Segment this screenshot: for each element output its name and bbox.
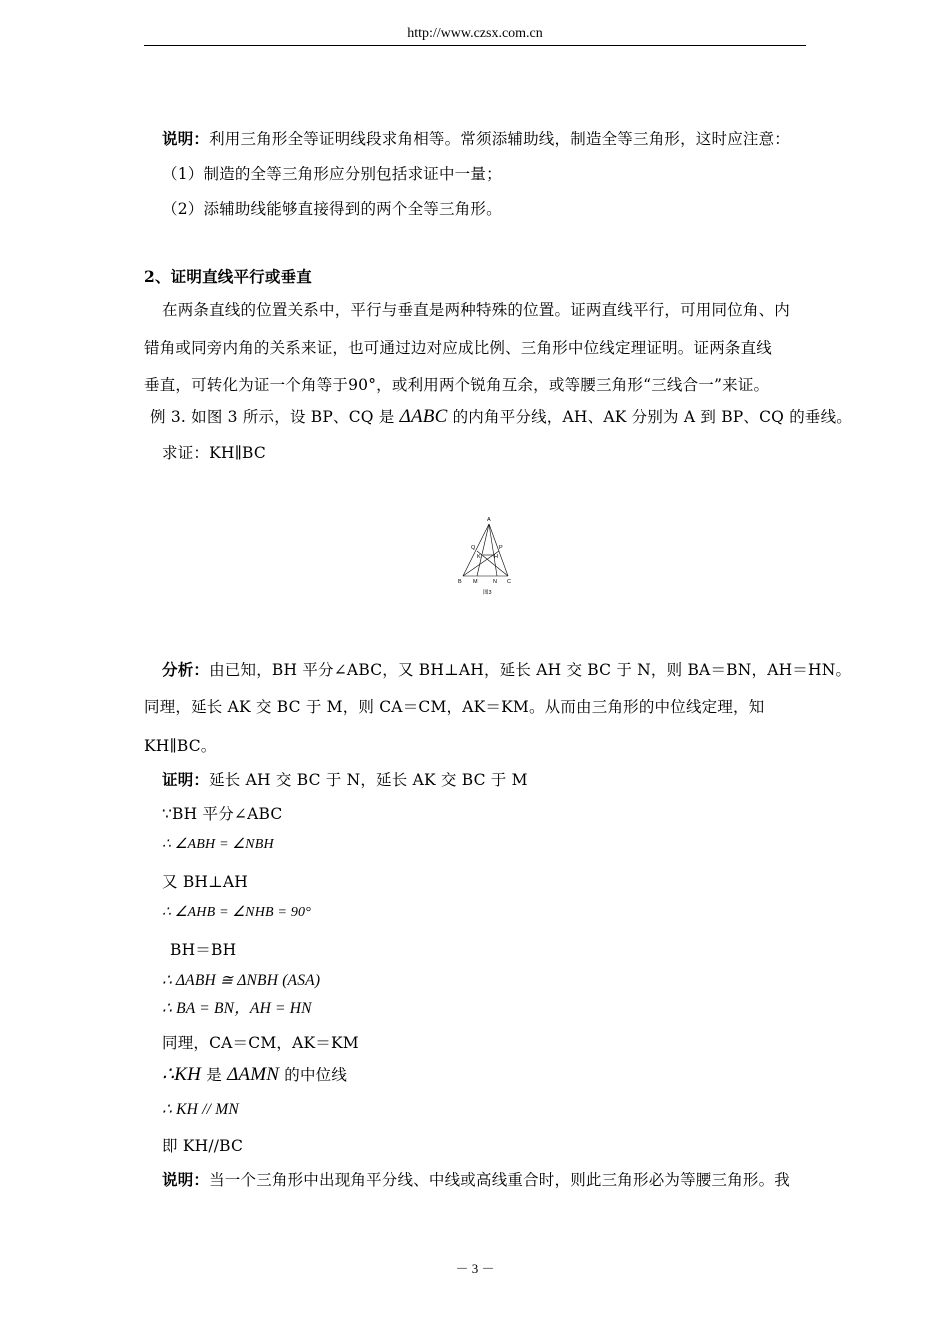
example3-statement [150, 405, 852, 428]
label-c: C [507, 579, 511, 585]
label-q: Q [471, 545, 476, 551]
section-paragraph-line2: 错角或同旁内角的关系来证，也可通过边对应成比例、三角形中位线定理证明。证两条直线 [144, 339, 773, 357]
proof-step-8: 同理，CA＝CM，AK＝KM [162, 1034, 359, 1052]
analysis-line1 [162, 658, 851, 680]
proof-step-4: ∴ ∠AHB = ∠NHB = 90° [162, 905, 312, 920]
line-an [489, 524, 497, 576]
analysis-line2: 同理，延长 AK 交 BC 于 M，则 CA＝CM，AK＝KM。从而由三角形的中位线定理，知 [144, 698, 765, 716]
proof-step-6: ∴ ΔABH ≅ ΔNBH (ASA) [162, 972, 321, 989]
example3-suffix: 的内角平分线，AH、AK 分别为 A 到 BP、CQ 的垂线。 [447, 408, 853, 426]
proof-step-9-kh: ∴KH [162, 1064, 202, 1085]
note1-label: 说明： [162, 129, 210, 148]
note2-text: 当一个三角形中出现角平分线、中线或高线重合时，则此三角形必为等腰三角形。我 [209, 1171, 791, 1189]
figure-caption: 图3 [483, 590, 492, 596]
label-m: M [473, 579, 478, 585]
note2-line [162, 1168, 790, 1190]
analysis-label: 分析： [162, 660, 210, 679]
proof-step-7: ∴ BA = BN，AH = HN [162, 1000, 312, 1017]
label-k: K [477, 554, 481, 560]
example3-triangle: ΔABC [399, 406, 448, 427]
figure-3-diagram [446, 512, 526, 602]
proof-step-9-is: 是 [201, 1066, 228, 1084]
page-number: － 3 － [455, 1261, 495, 1276]
side-ab [463, 524, 489, 576]
analysis-text1: 由已知，BH 平分∠ABC，又 BH⊥AH，延长 AH 交 BC 于 N，则 BA＝BN，AH＝HN。 [209, 661, 852, 679]
proof-intro: 延长 AH 交 BC 于 N，延长 AK 交 BC 于 M [209, 771, 528, 789]
section-paragraph-line1: 在两条直线的位置关系中，平行与垂直是两种特殊的位置。证两直线平行，可用同位角、内 [162, 301, 791, 319]
label-h: H [494, 554, 498, 560]
proof-label: 证明： [162, 770, 210, 789]
header-divider [144, 45, 806, 46]
proof-step-2: ∴ ∠ABH = ∠NBH [162, 837, 274, 852]
note1-line [162, 127, 790, 149]
example3-prove: 求证：KH∥BC [162, 444, 266, 462]
label-b: B [458, 579, 462, 585]
line-am [477, 524, 489, 576]
note1-item1: （1）制造的全等三角形应分别包括求证中一量； [162, 165, 502, 183]
analysis-line3: KH∥BC。 [144, 737, 217, 755]
proof-step-1: ∵BH 平分∠ABC [162, 805, 283, 823]
proof-step-9-triangle: ΔAMN [227, 1064, 280, 1085]
proof-step-10: ∴ KH // MN [162, 1101, 239, 1118]
section-paragraph-line3: 垂直，可转化为证一个角等于90°，或利用两个锐角互余，或等腰三角形“三线合一”来证。 [144, 376, 770, 394]
note1-text: 利用三角形全等证明线段求角相等。常须添辅助线，制造全等三角形，这时应注意： [209, 130, 791, 148]
example3-prefix: 例 3. 如图 3 所示，设 BP、CQ 是 [150, 408, 400, 426]
proof-step-3: 又 BH⊥AH [162, 873, 249, 891]
proof-step-5: BH＝BH [170, 941, 237, 959]
label-a: A [487, 517, 491, 523]
note2-label: 说明： [162, 1170, 210, 1189]
section-heading: 2、证明直线平行或垂直 [144, 267, 312, 286]
proof-step-9-post: 的中位线 [279, 1066, 348, 1084]
proof-intro-line [162, 768, 528, 790]
proof-step-9 [162, 1063, 347, 1086]
label-p: P [499, 545, 503, 551]
label-n: N [493, 579, 497, 585]
note1-item2: （2）添辅助线能够直接得到的两个全等三角形。 [162, 200, 502, 218]
header-url: http://www.czsx.com.cn [407, 26, 543, 41]
proof-step-11: 即 KH//BC [162, 1137, 244, 1155]
